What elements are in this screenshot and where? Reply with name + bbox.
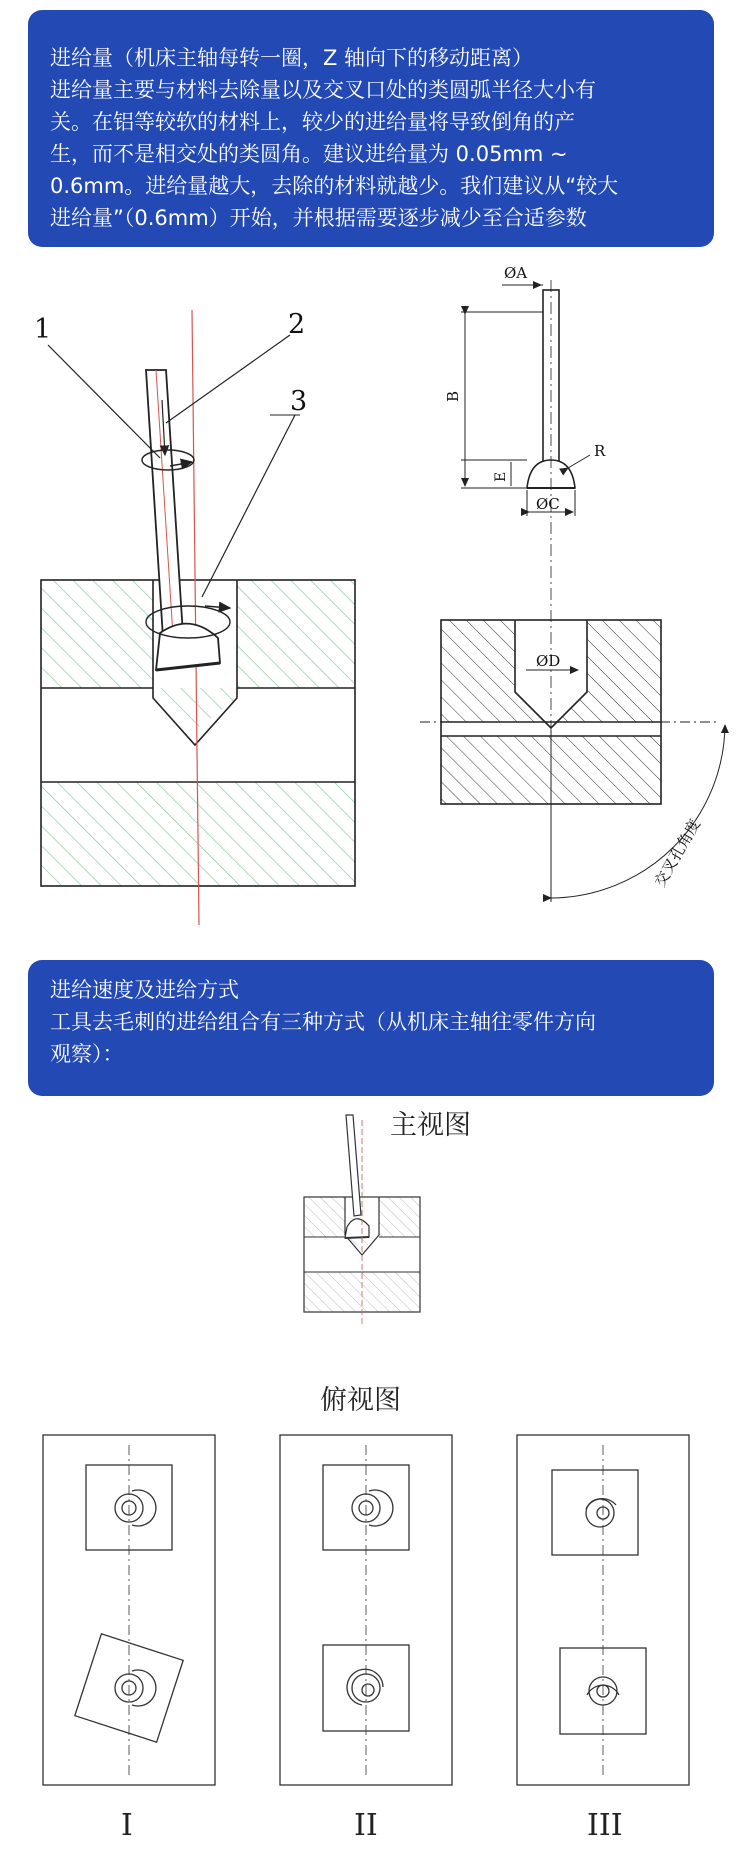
callout-line: 0.6mm。进给量越大，去除的材料就越少。我们建议从“较大 [50, 174, 619, 198]
callout-line: 关。在铝等较软的材料上，较少的进给量将导致倒角的产 [50, 110, 575, 134]
top-view-title: 俯视图 [320, 1385, 401, 1416]
top-view-diagrams [0, 1425, 750, 1805]
dim-label-a: ØA [504, 264, 528, 282]
label-view-I: I [121, 1808, 133, 1843]
callout-heading: 进给速度及进给方式 [50, 978, 239, 1002]
callout-line: 工具去毛刺的进给组合有三种方式（从机床主轴往零件方向 [50, 1010, 596, 1034]
label-view-II: II [354, 1808, 378, 1843]
dim-label-e: E [493, 471, 509, 482]
tool-diagrams [0, 264, 750, 930]
front-view-title: 主视图 [390, 1110, 471, 1141]
callout-line: 进给量”（0.6mm）开始，并根据需要逐步减少至合适参数 [50, 206, 587, 230]
front-view-diagram [0, 1115, 750, 1335]
feed-amount-callout [28, 10, 714, 247]
dimension-drawing [420, 280, 725, 902]
dim-label-c: ØC [536, 495, 560, 513]
callout-number-1: 1 [34, 314, 52, 345]
dim-label-d: ØD [536, 652, 561, 670]
label-view-III: III [587, 1808, 623, 1843]
callout-line: 生，而不是相交处的类圆角。建议进给量为 0.05mm ~ [50, 142, 568, 166]
callout-number-3: 3 [290, 386, 308, 417]
callout-heading: 进给量（机床主轴每转一圈，Z 轴向下的移动距离） [50, 46, 534, 70]
feed-method-callout [28, 960, 714, 1096]
callout-line: 进给量主要与材料去除量以及交叉口处的类圆弧半径大小有 [50, 78, 596, 102]
angle-label: 交叉孔角度 [650, 816, 704, 890]
dim-label-b: B [444, 390, 462, 402]
callout-number-2: 2 [288, 309, 306, 340]
callout-line: 观察）： [50, 1042, 124, 1066]
dim-label-r: R [594, 442, 606, 460]
deburring-tool [142, 370, 230, 670]
